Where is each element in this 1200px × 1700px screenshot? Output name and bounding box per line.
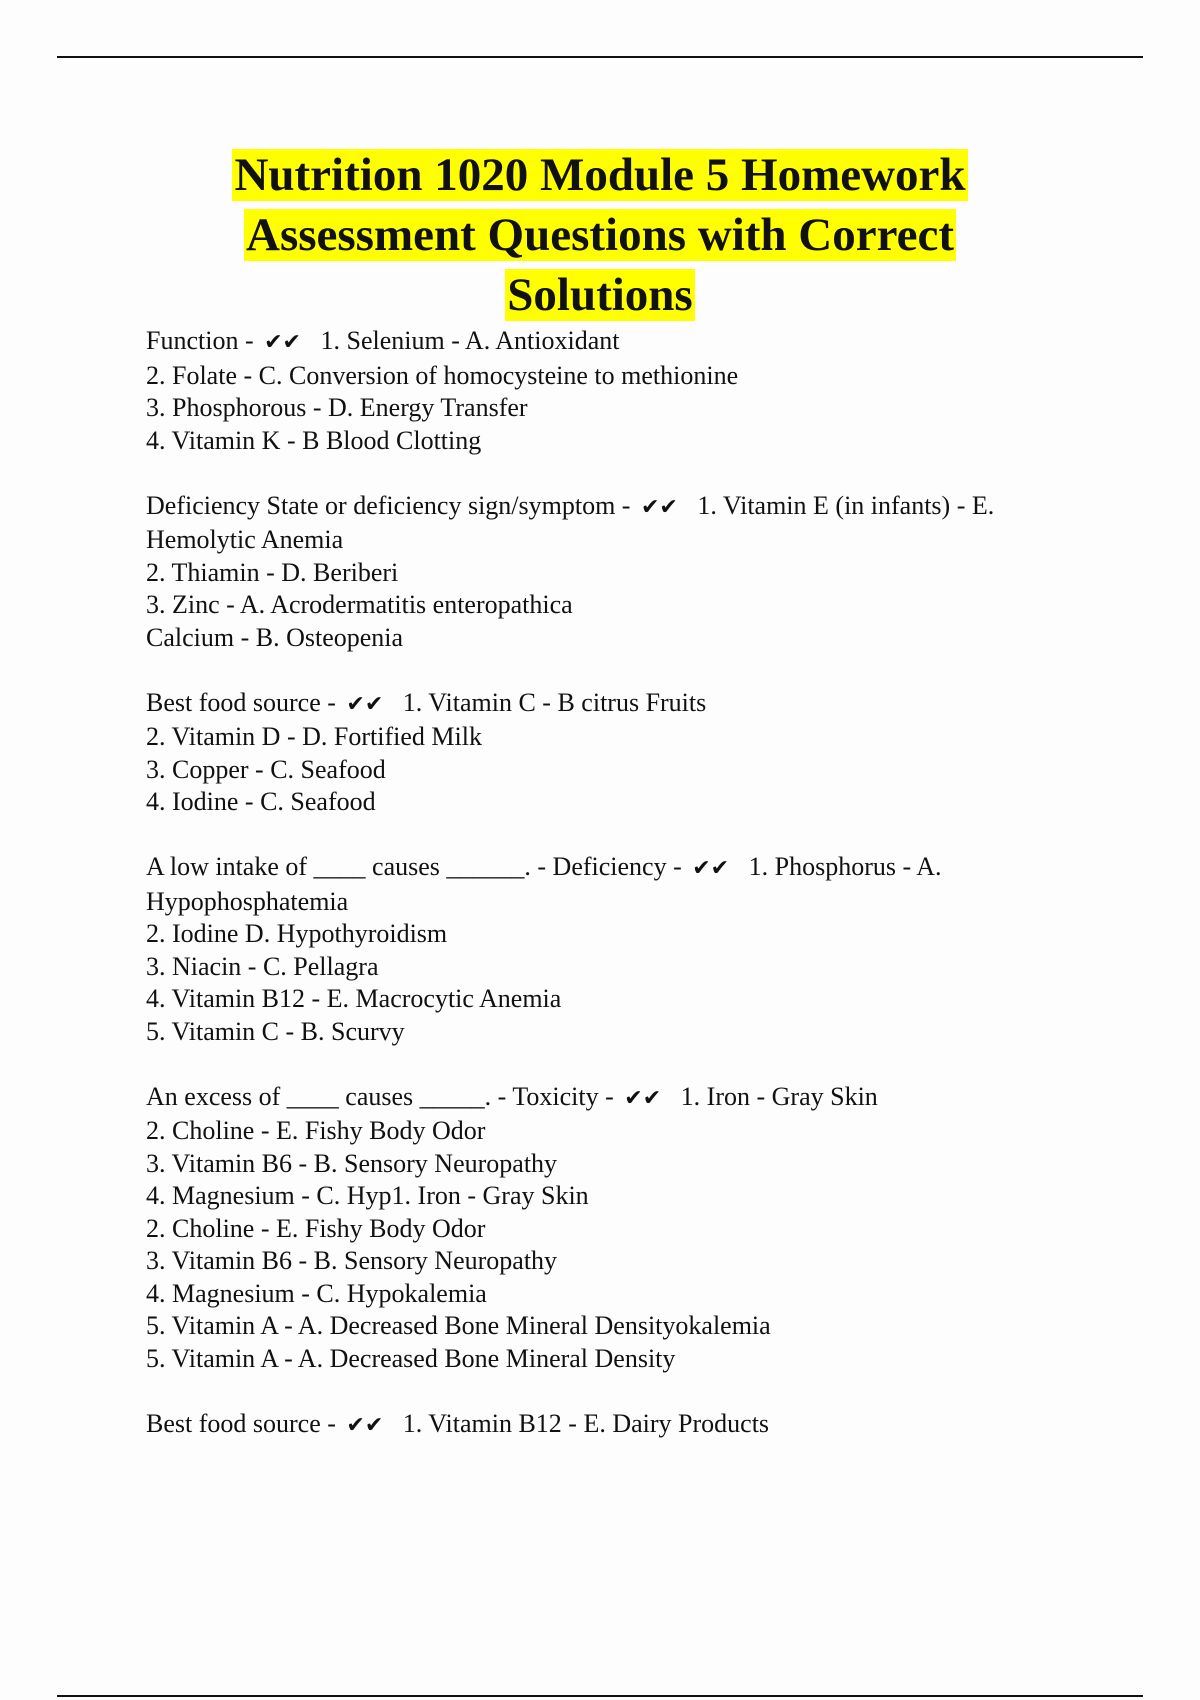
answer-item: 5. Vitamin A - A. Decreased Bone Mineral Density: [146, 1343, 676, 1373]
check-icon: ✔✔: [624, 1085, 662, 1111]
question-prompt: A low intake of ____ causes ______. - Deficiency -: [146, 852, 689, 881]
answer-item: 2. Iodine D. Hypothyroidism: [146, 919, 448, 948]
answer-item: 3. Copper - C. Seafood: [146, 754, 386, 784]
question-prompt-line: [146, 490, 1086, 557]
check-icon: ✔✔: [692, 856, 730, 881]
answer-item: 3. Niacin - C. Pellagra: [146, 951, 379, 981]
question-prompt: Function -: [146, 326, 261, 355]
question-prompt: Best food source -: [146, 1408, 343, 1438]
answer-item: 5. Vitamin A - A. Decreased Bone Mineral Densityokalemia: [146, 1311, 771, 1340]
question-prompt: Best food source -: [146, 687, 343, 717]
question-prompt-line: [146, 687, 1086, 722]
answer-item: 2. Choline - E. Fishy Body Odor: [146, 1213, 486, 1243]
question-prompt-line: [146, 1408, 1086, 1443]
page-title: [150, 145, 1050, 325]
check-icon: ✔✔: [640, 494, 678, 520]
answer-item: 3. Vitamin B6 - B. Sensory Neuropathy: [146, 1246, 558, 1275]
answer-item: 2. Vitamin D - D. Fortified Milk: [146, 722, 482, 751]
answer-item: 1. Phosphorus - A. Hypophosphatemia: [146, 852, 942, 916]
question-prompt: An excess of ____ causes _____. - Toxicity -: [146, 1081, 621, 1111]
question-block: [146, 851, 1086, 1048]
answer-item: 1. Selenium - A. Antioxidant: [320, 326, 620, 355]
question-prompt: Deficiency State or deficiency sign/symptom -: [146, 490, 637, 520]
check-icon: ✔✔: [346, 691, 384, 717]
bottom-rule: [57, 1695, 1143, 1697]
question-block: [146, 1081, 1086, 1376]
check-icon: ✔✔: [264, 330, 301, 355]
answer-item: 2. Thiamin - D. Beriberi: [146, 557, 399, 587]
answer-item: 1. Vitamin C - B citrus Fruits: [402, 687, 707, 717]
answer-item: 4. Vitamin K - B Blood Clotting: [146, 425, 482, 455]
answer-item: 1. Iron - Gray Skin: [680, 1081, 878, 1111]
answer-item: 4. Iodine - C. Seafood: [146, 787, 376, 816]
answer-item: 4. Magnesium - C. Hypokalemia: [146, 1278, 487, 1308]
title-highlight: Nutrition 1020 Module 5 Homework Assessment Questions with Correct Solutions: [234, 149, 966, 321]
question-prompt-line: [146, 325, 1086, 360]
question-prompt-line: [146, 1081, 1086, 1116]
answer-item: Calcium - B. Osteopenia: [146, 622, 404, 652]
answer-item: 3. Vitamin B6 - B. Sensory Neuropathy: [146, 1148, 558, 1178]
question-block: [146, 490, 1086, 655]
answer-item: 4. Magnesium - C. Hyp1. Iron - Gray Skin: [146, 1181, 589, 1210]
answer-item: 1. Vitamin B12 - E. Dairy Products: [402, 1408, 770, 1438]
answer-item: 2. Folate - C. Conversion of homocysteine to methionine: [146, 360, 739, 390]
answer-item: 3. Phosphorous - D. Energy Transfer: [146, 393, 528, 422]
check-icon: ✔✔: [346, 1412, 384, 1438]
answer-item: 1. Vitamin E (in infants) - E. Hemolytic Anemia: [146, 490, 995, 554]
answer-item: 4. Vitamin B12 - E. Macrocytic Anemia: [146, 984, 562, 1013]
answer-item: 3. Zinc - A. Acrodermatitis enteropathica: [146, 590, 573, 619]
question-block: [146, 325, 1086, 457]
question-block: [146, 687, 1086, 819]
answer-item: 5. Vitamin C - B. Scurvy: [146, 1016, 405, 1046]
question-prompt-line: [146, 851, 1086, 918]
top-rule: [57, 56, 1143, 58]
question-block: [146, 1408, 1086, 1443]
question-list: [146, 325, 1086, 1475]
answer-item: 2. Choline - E. Fishy Body Odor: [146, 1116, 486, 1145]
